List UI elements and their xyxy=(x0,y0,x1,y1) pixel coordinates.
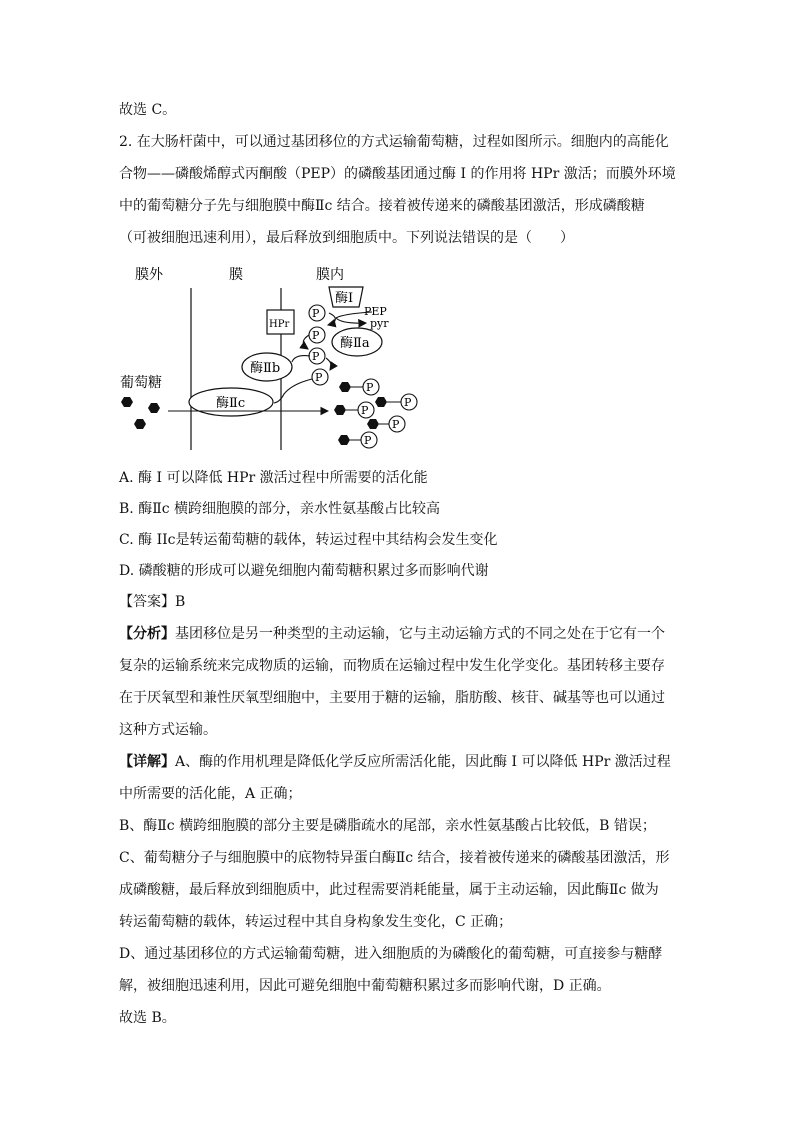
phosphorylated-sugars xyxy=(334,379,417,448)
previous-answer: 故选 C。 xyxy=(119,102,177,118)
glucose-label: 葡萄糖 xyxy=(120,375,162,391)
question-line: 合物——磷酸烯醇式丙酮酸（PEP）的磷酸基团通过酶 I 的作用将 HPr 激活；而膜外环境 xyxy=(119,166,676,182)
phosphate-label: P xyxy=(366,381,374,394)
phosphate-label: P xyxy=(312,329,320,342)
enzyme-iib-label: 酶Ⅱb xyxy=(250,361,281,376)
detail-tag: 【详解】 xyxy=(119,754,175,770)
hpr-label: HPr xyxy=(269,319,290,330)
pep-label: PEP xyxy=(364,305,387,318)
group-translocation-diagram xyxy=(110,262,430,457)
question-line: 2. 在大肠杆菌中，可以通过基团移位的方式运输葡萄糖，过程如图所示。细胞内的高能化 xyxy=(119,134,669,150)
option-d: D. 磷酸糖的形成可以避免细胞内葡萄糖积累过多而影响代谢 xyxy=(119,563,489,579)
question-line: （可被细胞迅速利用），最后释放到细胞质中。下列说法错误的是（ ） xyxy=(119,230,574,246)
detail-line: D、通过基团移位的方式运输葡萄糖，进入细胞质的为磷酸化的葡萄糖，可直接参与糖酵 xyxy=(119,946,663,962)
enzyme-iib xyxy=(242,353,292,381)
region-label-outside: 膜外 xyxy=(135,267,163,283)
region-label-membrane: 膜 xyxy=(229,267,243,283)
hpr-box xyxy=(267,310,294,334)
glucose-molecule xyxy=(134,419,146,429)
phosphate-label: P xyxy=(312,350,320,363)
transfer-arrow xyxy=(328,313,335,325)
transfer-arrow xyxy=(326,358,331,370)
detail-text: A、酶的作用机理是降低化学反应所需活化能，因此酶 I 可以降低 HPr 激活过程 xyxy=(175,754,671,770)
glucose-molecule xyxy=(148,403,160,413)
glucose-molecules-outside xyxy=(121,397,160,429)
glucose-molecule xyxy=(375,397,387,407)
analysis-line xyxy=(119,624,665,644)
glucose-molecule xyxy=(367,419,379,429)
detail-line: 中所需要的活化能，A 正确； xyxy=(119,786,302,802)
option-b: B. 酶Ⅱc 横跨细胞膜的部分，亲水性氨基酸占比较高 xyxy=(119,501,440,517)
transfer-arrow xyxy=(303,335,309,349)
answer-value: B xyxy=(175,594,186,610)
analysis-line: 在于厌氧型和兼性厌氧型细胞中，主要用于糖的运输，脂肪酸、核苷、碱基等也可以通过 xyxy=(119,690,665,706)
detail-line: 转运葡萄糖的载体，转运过程中其自身构象发生变化，C 正确； xyxy=(119,914,513,930)
option-a: A. 酶 I 可以降低 HPr 激活过程中所需要的活化能 xyxy=(119,470,428,486)
analysis-line: 复杂的运输系统来完成物质的运输，而物质在运输过程中发生化学变化。基团转移主要存 xyxy=(119,658,665,674)
analysis-tag: 【分析】 xyxy=(119,626,175,642)
final-answer: 故选 B。 xyxy=(119,1010,176,1026)
detail-line: 解，被细胞迅速利用，因此可避免细胞中葡萄糖积累过多而影响代谢，D 正确。 xyxy=(119,978,611,994)
detail-line: B、酶Ⅱc 横跨细胞膜的部分主要是磷脂疏水的尾部，亲水性氨基酸占比较低，B 错误； xyxy=(119,818,656,834)
enzyme-iic xyxy=(189,388,273,416)
phosphate-label: P xyxy=(315,371,323,384)
answer-line xyxy=(119,592,185,612)
transfer-arrow xyxy=(292,356,310,362)
phosphate-label: P xyxy=(404,396,412,409)
phosphate-label: P xyxy=(312,307,320,320)
enzyme-i-label: 酶Ⅰ xyxy=(335,291,354,306)
question-line: 中的葡萄糖分子先与细胞膜中酶Ⅱc 结合。接着被传递来的磷酸基团激活，形成磷酸糖 xyxy=(119,198,645,214)
phosphate-label: P xyxy=(361,404,369,417)
phosphate-label: P xyxy=(364,434,372,447)
option-c: C. 酶 IIc是转运葡萄糖的载体，转运过程中其结构会发生变化 xyxy=(119,532,498,548)
phosphate-label: P xyxy=(392,418,400,431)
transfer-arrow xyxy=(274,379,312,403)
glucose-molecule xyxy=(338,435,350,445)
detail-line: 成磷酸糖，最后释放到细胞质中，此过程需要消耗能量，属于主动运输，因此酶Ⅱc 做为 xyxy=(119,882,659,898)
region-label-inside: 膜内 xyxy=(316,267,344,283)
enzyme-iia xyxy=(332,328,382,356)
detail-line xyxy=(119,752,671,772)
analysis-text: 基团移位是另一种类型的主动运输，它与主动运输方式的不同之处在于它有一个 xyxy=(175,626,665,642)
answer-tag: 【答案】 xyxy=(119,594,175,610)
enzyme-i xyxy=(329,287,363,307)
enzyme-iic-label: 酶Ⅱc xyxy=(216,396,246,411)
analysis-line: 这种方式运输。 xyxy=(119,722,217,738)
glucose-molecule xyxy=(121,397,133,407)
enzyme-iia-label: 酶Ⅱa xyxy=(340,336,370,351)
pyr-label: pyr xyxy=(370,317,389,330)
glucose-molecule xyxy=(334,405,346,415)
detail-line: C、葡萄糖分子与细胞膜中的底物特异蛋白酶Ⅱc 结合，接着被传递来的磷酸基团激活，形 xyxy=(119,850,670,866)
glucose-molecule xyxy=(339,382,351,392)
